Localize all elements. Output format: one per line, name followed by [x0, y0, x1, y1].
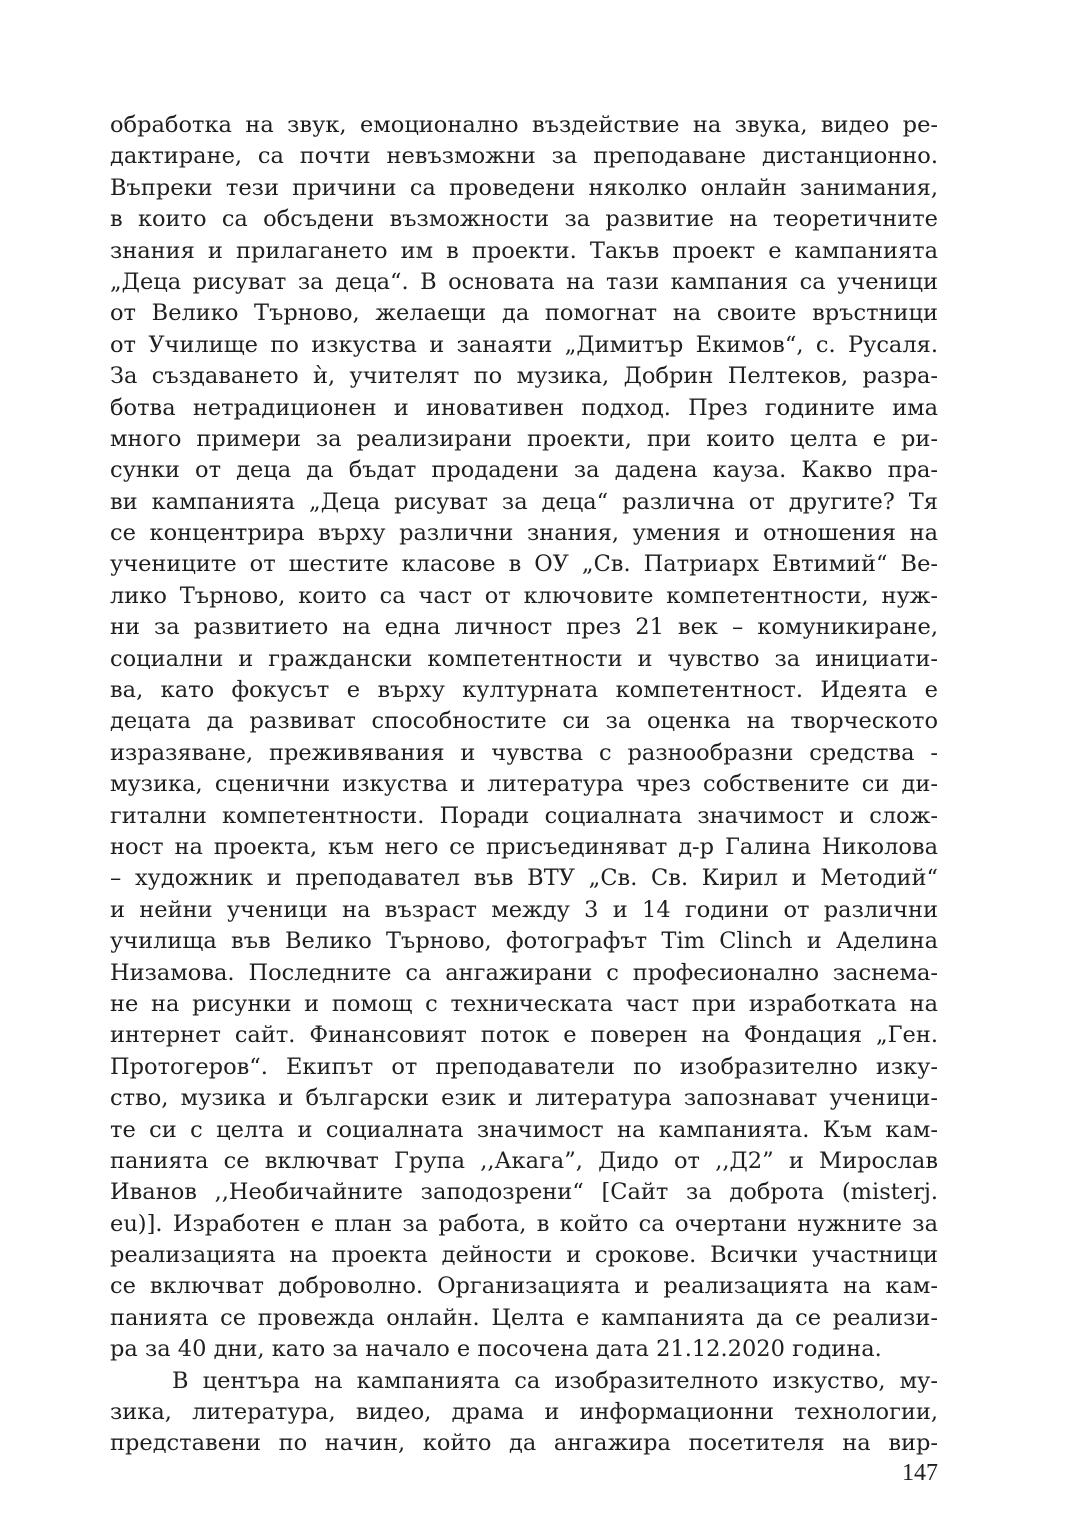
text-line: от Училище по изкуства и занаяти „Димитър Екимов“, с. Русаля. [110, 331, 938, 358]
text-line: в които са обсъдени възможности за развитие на теоретичните [110, 206, 938, 233]
text-line: изразяване, преживявания и чувства с разнообразни средства - [110, 739, 938, 766]
text-line: Въпреки тези причини са проведени няколко онлайн занимания, [110, 174, 938, 201]
page-body [110, 110, 938, 1460]
text-line: ра за 40 дни, като за начало е посочена дата 21.12.2020 година. [110, 1336, 882, 1363]
text-line: от Велико Търново, желаещи да помогнат на своите връстници [110, 300, 938, 327]
text-line: не на рисунки и помощ с техническата част при изработката на [110, 990, 938, 1017]
text-line: eu)]. Изработен е план за работа, в който са очертани нужните за [110, 1210, 938, 1237]
text-line: и нейни ученици на възраст между 3 и 14 години от различни [110, 896, 938, 923]
text-line: реализацията на проекта дейности и срокове. Всички участници [110, 1242, 938, 1269]
text-line: ва, като фокусът е върху културната компетентност. Идеята е [110, 677, 938, 704]
text-line: лико Търново, които са част от ключовите компетентности, нуж- [110, 582, 938, 609]
text-line: панията се включват Група ,,Акага”, Дидо от ,,Д2” и Мирослав [110, 1147, 938, 1174]
text-line: се включват доброволно. Организацията и реализацията на кам- [110, 1273, 938, 1300]
text-line: социални и граждански компетентности и чувство за инициати- [110, 645, 938, 672]
text-line: много примери за реализирани проекти, при които целта е ри- [110, 425, 938, 452]
text-line: Иванов ,,Необичайните заподозрени“ [Сайт за доброта (misterj. [110, 1179, 938, 1206]
text-line: зика, литература, видео, драма и информационни технологии, [110, 1399, 938, 1426]
text-line: дактиране, са почти невъзможни за преподаване дистанционно. [110, 143, 938, 170]
text-line: „Деца рисуват за деца“. В основата на тази кампания са ученици [110, 268, 938, 295]
text-line: училища във Велико Търново, фотографът Tim Clinch и Аделина [110, 928, 938, 955]
text-line: ност на проекта, към него се присъединяват д-р Галина Николова [110, 833, 938, 860]
text-line: ви кампанията „Деца рисуват за деца“ различна от другите? Тя [110, 488, 938, 515]
text-line: се концентрира върху различни знания, умения и отношения на [110, 520, 938, 547]
text-line: интернет сайт. Финансовият поток е поверен на Фондация „Ген. [110, 1022, 938, 1049]
text-line: За създаването ѝ, учителят по музика, Добрин Пелтеков, разра- [110, 363, 938, 390]
text-line: знания и прилагането им в проекти. Такъв проект е кампанията [110, 237, 938, 264]
text-line: ботва нетрадиционен и иновативен подход. През годините има [110, 394, 938, 421]
text-line: децата да развиват способностите си за оценка на творческото [110, 708, 938, 735]
text-line: учениците от шестите класове в ОУ „Св. Патриарх Евтимий“ Ве- [110, 551, 938, 578]
text-line: музика, сценични изкуства и литература чрез собствените си ди- [110, 771, 938, 798]
text-line: панията се провежда онлайн. Целта е кампанията да се реализи- [110, 1304, 938, 1331]
text-line: обработка на звук, емоционално въздействие на звука, видео ре- [110, 112, 938, 138]
text-line: представени по начин, който да ангажира посетителя на вир- [110, 1430, 938, 1457]
text-line: В центъра на кампанията са изобразителното изкуство, му- [172, 1367, 938, 1394]
paragraph-1 [110, 110, 938, 1366]
text-line: Протогеров“. Екипът от преподаватели по изобразително изку- [110, 1053, 938, 1080]
paragraph-2 [110, 1366, 938, 1460]
text-line: Низамова. Последните са ангажирани с професионално заснема- [110, 959, 938, 986]
text-line: ни за развитието на една личност през 21 век – комуникиране, [110, 614, 938, 641]
text-line: сунки от деца да бъдат продадени за дадена кауза. Какво пра- [110, 457, 938, 484]
text-line: – художник и преподавател във ВТУ „Св. Св. Кирил и Методий“ [110, 865, 938, 892]
text-line: ство, музика и български език и литература запознават ученици- [110, 1085, 938, 1112]
text-line: гитални компетентности. Поради социалната значимост и слож- [110, 802, 938, 829]
text-line: те си с целта и социалната значимост на кампанията. Към кам- [110, 1116, 938, 1143]
page-number: 147 [902, 1460, 938, 1486]
